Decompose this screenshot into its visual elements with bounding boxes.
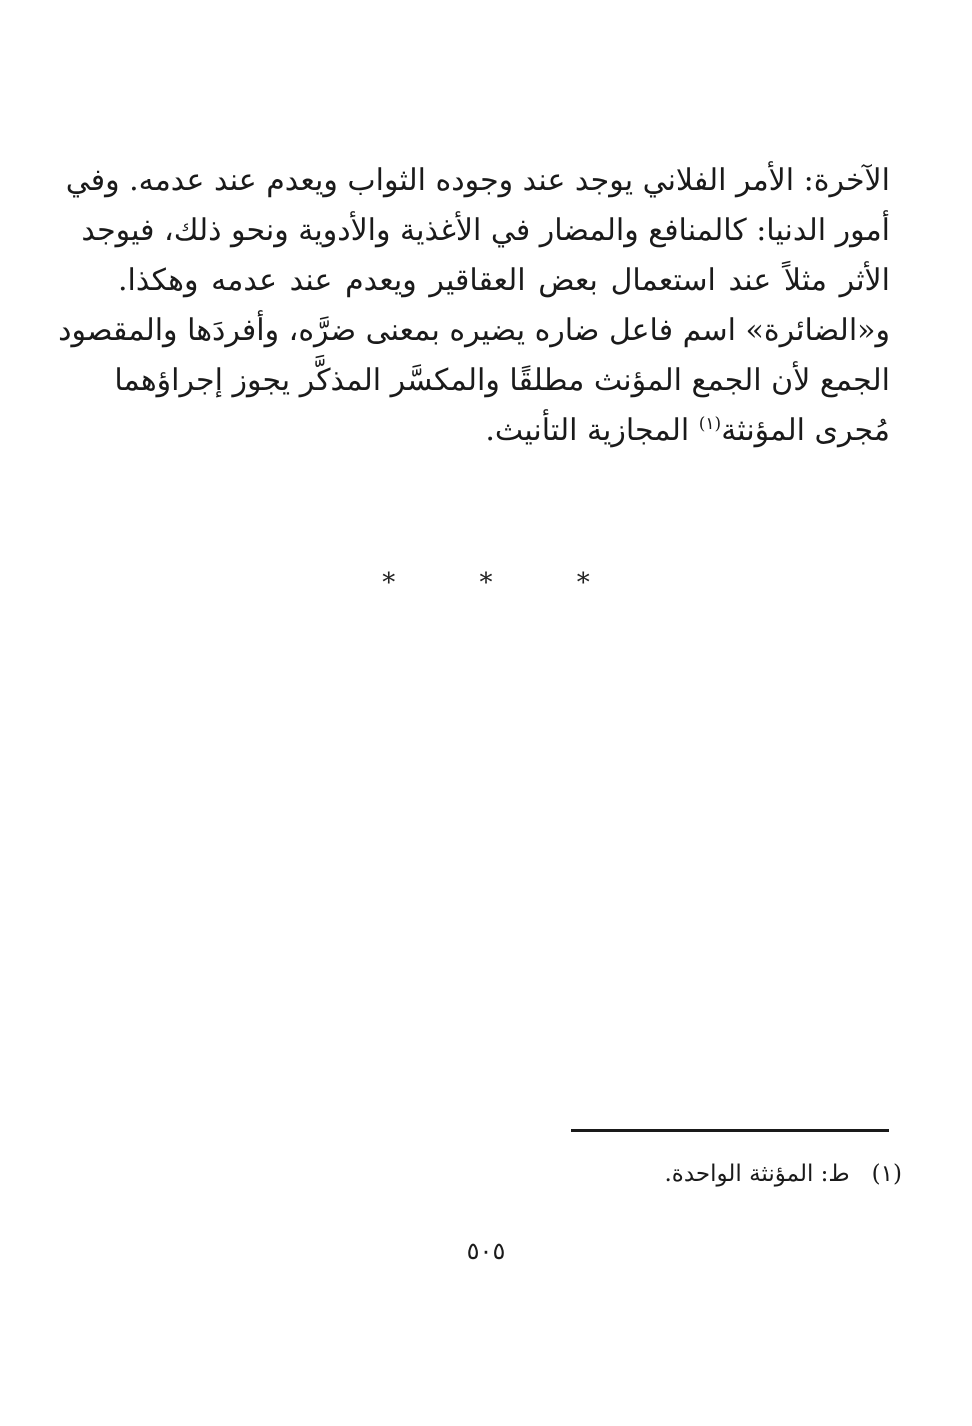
text-line-6-end: المجازية التأنيث. xyxy=(485,413,699,448)
page-number: ٥٠٥ xyxy=(466,1237,506,1265)
text-line-6-start: مُجرى المؤنثة xyxy=(721,413,890,448)
text-line-1: الآخرة: الأمر الفلاني يوجد عند وجوده الثواب ويعدم عند عدمه. وفي xyxy=(65,163,890,198)
text-line-2: أمور الدنيا: كالمنافع والمضار في الأغذية والأدوية ونحو ذلك، فيوجد xyxy=(81,213,890,248)
section-separator: * * * xyxy=(382,568,628,598)
text-line-6 xyxy=(118,406,890,456)
footnote-number: (١) xyxy=(871,1161,902,1187)
footnote-text: ط: المؤنثة الواحدة. xyxy=(664,1161,850,1187)
main-text-block xyxy=(58,156,890,456)
text-line-5: الجمع لأن الجمع المؤنث مطلقًا والمكسَّر المذكَّر يجوز إجراؤهما xyxy=(114,363,890,398)
text-line-3: الأثر مثلاً عند استعمال بعض العقاقير ويعدم عند عدمه وهكذا. xyxy=(118,263,890,298)
footnote-divider xyxy=(571,1129,889,1132)
footnote xyxy=(664,1157,902,1191)
text-line-4: و«الضائرة» اسم فاعل ضاره يضيره بمعنى ضرَّه، وأفردَها والمقصود xyxy=(58,313,890,348)
footnote-reference[interactable]: (١) xyxy=(698,414,722,434)
